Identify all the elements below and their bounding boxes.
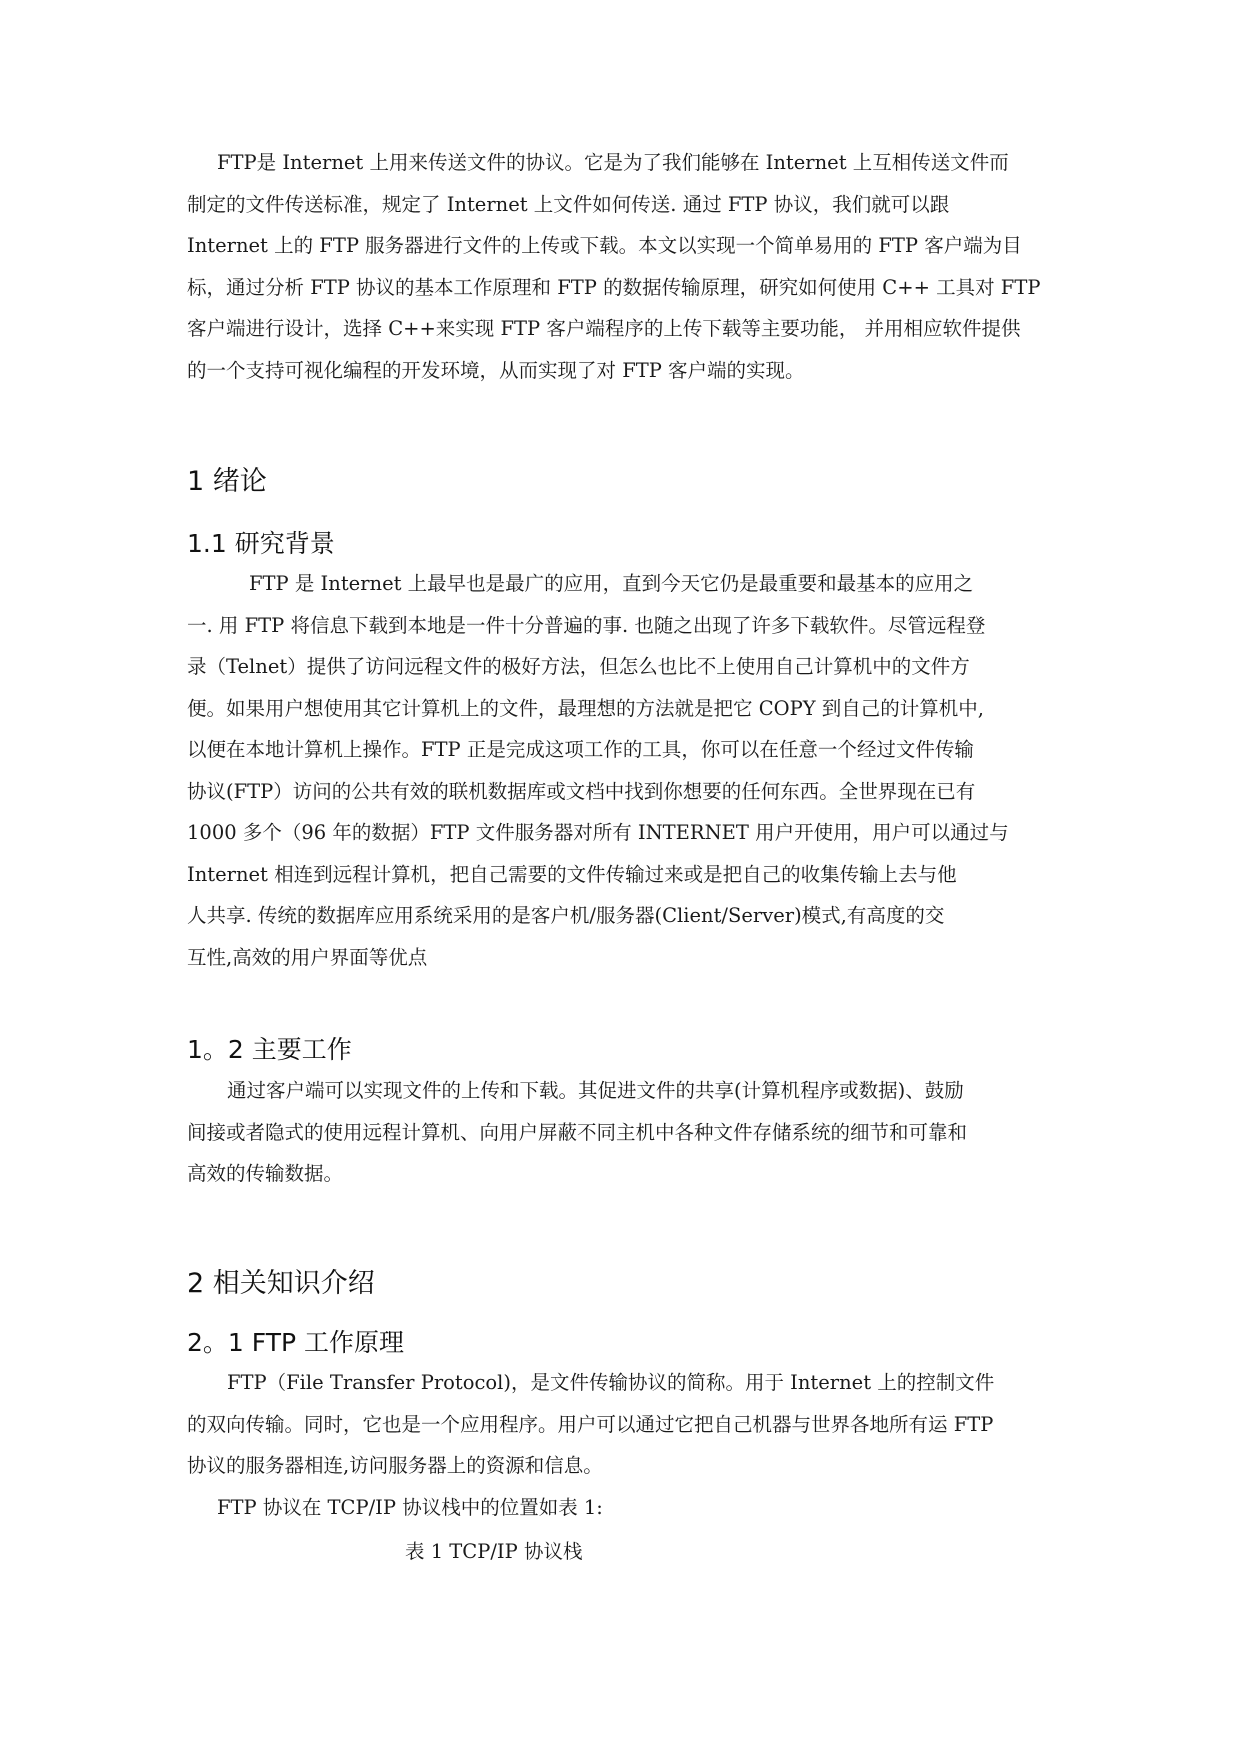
body-line: 通过客户端可以实现文件的上传和下载。其促进文件的共享(计算机程序或数据)、鼓励: [227, 1079, 964, 1102]
section-1-1-paragraph: [187, 563, 1047, 978]
table-caption: 表 1 TCP/IP 协议栈: [405, 1540, 583, 1563]
body-line: 的双向传输。同时，它也是一个应用程序。用户可以通过它把自己机器与世界各地所有运 FTP: [187, 1412, 994, 1436]
body-line: 间接或者隐式的使用远程计算机、向用户屏蔽不同主机中各种文件存储系统的细节和可靠和: [187, 1120, 968, 1144]
body-line: FTP 是 Internet 上最早也是最广的应用，直到今天它仍是最重要和最基本的应用之: [249, 572, 974, 595]
body-line: 高效的传输数据。: [187, 1162, 344, 1185]
section-1-2-heading: 1。2 主要工作: [187, 1035, 352, 1064]
abstract-line: 标，通过分析 FTP 协议的基本工作原理和 FTP 的数据传输原理，研究如何使用 C++ 工具对 FTP: [187, 275, 1041, 299]
body-line: 人共享. 传统的数据库应用系统采用的是客户机/服务器(Client/Server)模式,有高度的交: [187, 904, 945, 927]
abstract-line: FTP是 Internet 上用来传送文件的协议。它是为了我们能够在 Internet 上互相传送文件而: [217, 151, 1009, 174]
body-line: 协议的服务器相连,访问服务器上的资源和信息。: [187, 1454, 603, 1477]
section-2-1-paragraph: [187, 1362, 1047, 1528]
body-line: 互性,高效的用户界面等优点: [187, 945, 428, 969]
section-1-2-paragraph: [187, 1070, 1047, 1195]
abstract-line: 客户端进行设计，选择 C++来实现 FTP 客户端程序的上传下载等主要功能， 并用相应软件提供: [187, 317, 1021, 340]
body-line: 1000 多个（96 年的数据）FTP 文件服务器对所有 INTERNET 用户开使用，用户可以通过与: [187, 821, 1009, 844]
body-line: 一. 用 FTP 将信息下载到本地是一件十分普遍的事. 也随之出现了许多下载软件。尽管远程登: [187, 613, 986, 637]
section-1-1-heading: 1.1 研究背景: [187, 529, 335, 558]
section-2-heading: 2 相关知识介绍: [187, 1268, 375, 1299]
body-line: 协议(FTP）访问的公共有效的联机数据库或文档中找到你想要的任何东西。全世界现在已有: [187, 779, 976, 803]
abstract-line: Internet 上的 FTP 服务器进行文件的上传或下载。本文以实现一个简单易用的 FTP 客户端为目: [187, 234, 1022, 257]
body-line: 以便在本地计算机上操作。FTP 正是完成这项工作的工具，你可以在任意一个经过文件传输: [187, 738, 974, 761]
section-2-1-heading: 2。1 FTP 工作原理: [187, 1328, 404, 1357]
body-line: 便。如果用户想使用其它计算机上的文件，最理想的方法就是把它 COPY 到自己的计算机中,: [187, 696, 984, 720]
body-line: 录（Telnet）提供了访问远程文件的极好方法，但怎么也比不上使用自己计算机中的文件方: [187, 655, 970, 678]
abstract-line: 制定的文件传送标准，规定了 Internet 上文件如何传送. 通过 FTP 协议，我们就可以跟: [187, 192, 950, 216]
body-line: FTP（File Transfer Protocol)，是文件传输协议的简称。用于 Internet 上的控制文件: [227, 1371, 995, 1394]
abstract-paragraph: [187, 142, 1065, 391]
section-1-heading: 1 绪论: [187, 466, 267, 497]
body-line: Internet 相连到远程计算机，把自己需要的文件传输过来或是把自己的收集传输上去与他: [187, 862, 957, 886]
body-line: FTP 协议在 TCP/IP 协议栈中的位置如表 1:: [217, 1495, 603, 1519]
abstract-line: 的一个支持可视化编程的开发环境，从而实现了对 FTP 客户端的实现。: [187, 358, 805, 382]
